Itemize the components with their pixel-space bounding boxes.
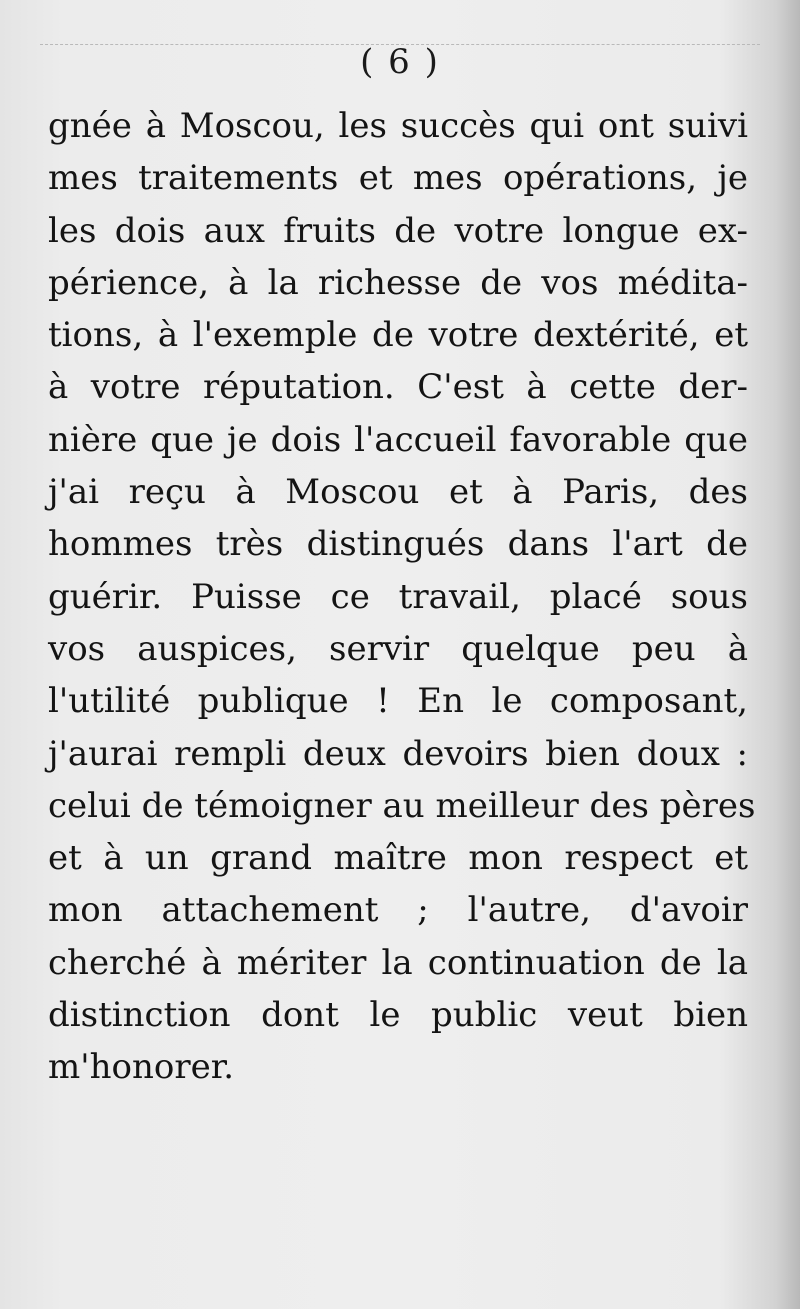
text-line: distinction dont le public veut bien: [48, 995, 748, 1036]
text-line: et à un grand maître mon respect et: [48, 838, 748, 879]
text-line: tions, à l'exemple de votre dextérité, et: [48, 315, 748, 356]
body-text: [48, 100, 756, 1094]
text-line: mon attachement ; l'autre, d'avoir: [48, 890, 748, 931]
text-line: cherché à mériter la continuation de la: [48, 942, 748, 983]
text-line: à votre réputation. C'est à cette der-: [48, 367, 748, 408]
text-line: nière que je dois l'accueil favorable que: [48, 419, 748, 460]
text-line: mes traitements et mes opérations, je: [48, 158, 748, 199]
text-line-final: m'honorer.: [48, 1047, 235, 1088]
text-line: les dois aux fruits de votre longue ex-: [48, 210, 748, 251]
text-line: j'aurai rempli deux devoirs bien doux :: [48, 733, 748, 774]
page-number: ( 6 ): [360, 42, 440, 82]
text-line: l'utilité publique ! En le composant,: [48, 681, 748, 722]
text-line: hommes très distingués dans l'art de: [48, 524, 748, 565]
text-line: périence, à la richesse de vos médita-: [48, 262, 748, 303]
text-line: j'ai reçu à Moscou et à Paris, des: [48, 472, 748, 513]
text-line: vos auspices, servir quelque peu à: [48, 628, 748, 669]
text-line: gnée à Moscou, les succès qui ont suivi: [48, 106, 748, 146]
text-line: celui de témoigner au meilleur des pères: [48, 785, 756, 826]
text-line: guérir. Puisse ce travail, placé sous: [48, 576, 748, 617]
